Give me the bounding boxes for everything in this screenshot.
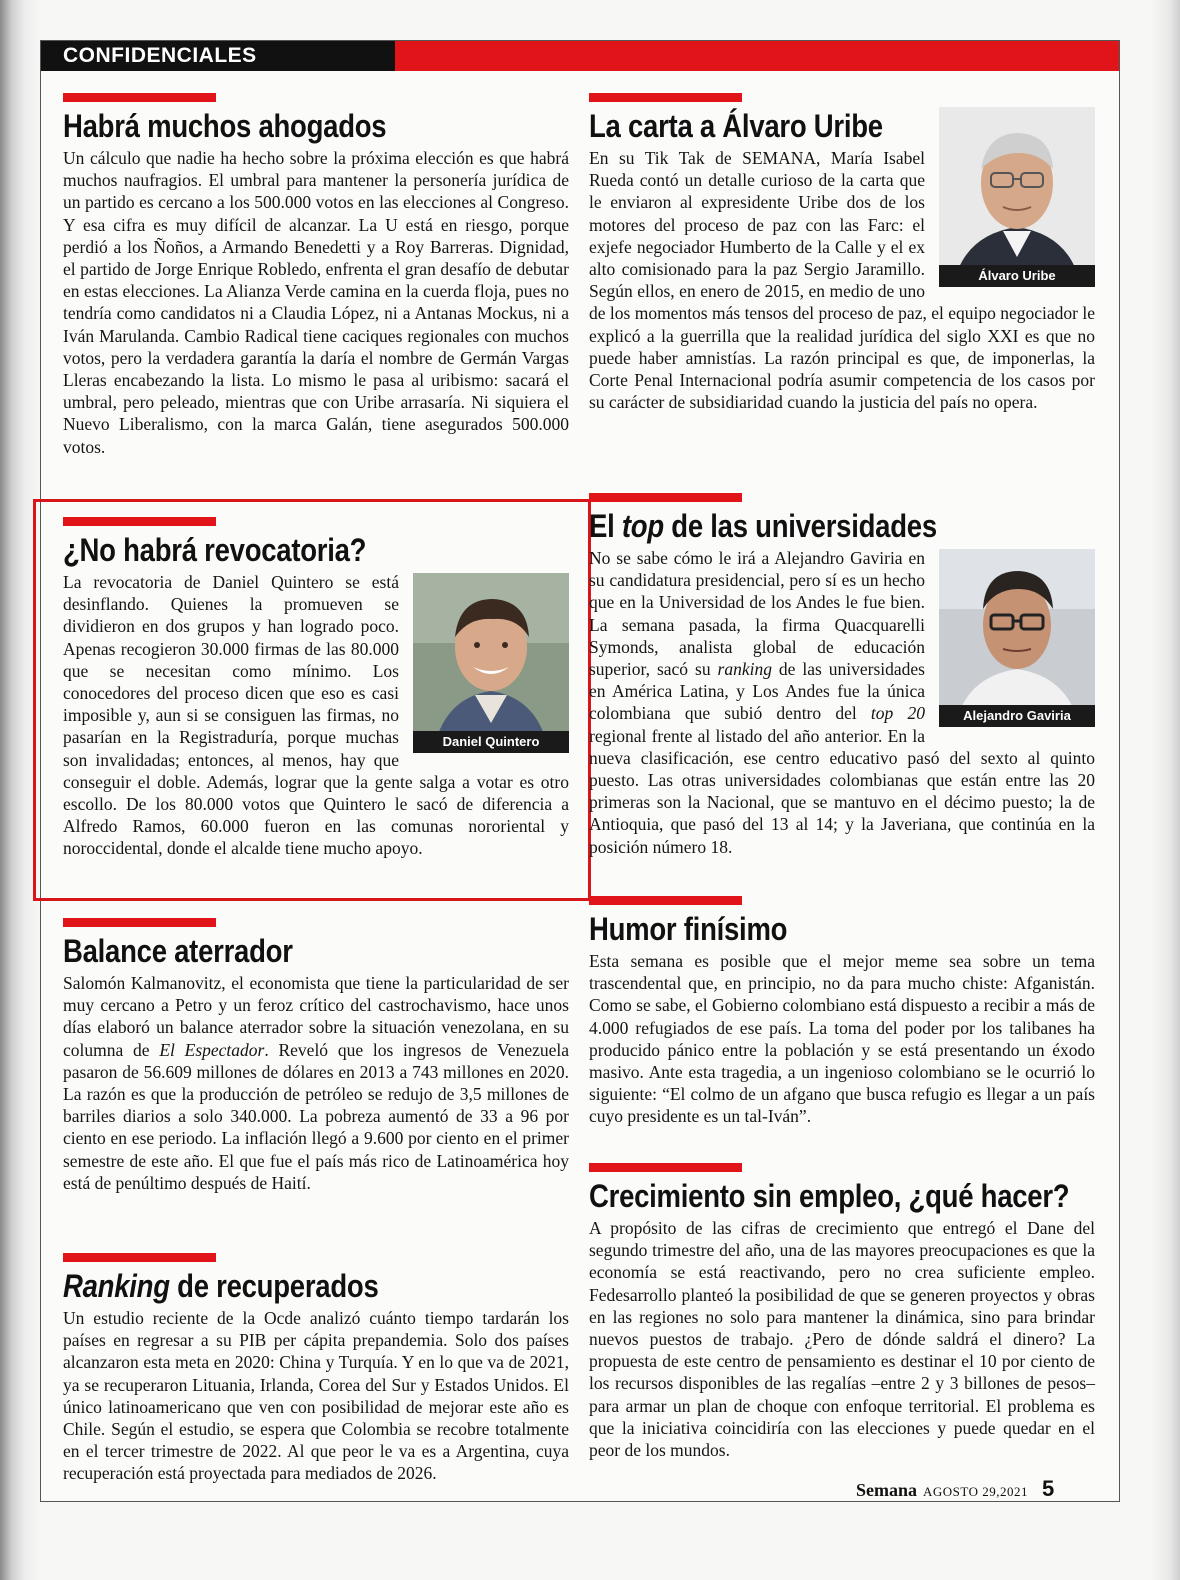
headline-italic: top xyxy=(621,508,664,544)
article-headline: La carta a Álvaro Uribe xyxy=(589,108,883,144)
body-italic: ranking xyxy=(717,659,772,680)
section-label: CONFIDENCIALES xyxy=(63,44,257,67)
section-header-red xyxy=(395,41,1119,71)
article-red-bar xyxy=(63,93,216,102)
article-red-bar xyxy=(589,896,742,905)
issue-date: AGOSTO 29,2021 xyxy=(923,1484,1029,1499)
body-text: No se sabe cómo le irá a Alejandro Gaviria en su candidatura presidencial, pero sí es un hecho que en la Universidad de los Andes le fue bien. La semana pasada, la firma Quacquarelli Symonds, analista global de educación superior, sacó su xyxy=(589,548,925,680)
body-text: regional frente al listado del año anterior. En la nueva clasificación, ese centro educativo pasó del sexto al quinto puesto. Las otras universidades colombianas que están entre las 20 primeras son la Nacional, que se mantuvo en el décimo puesto; la de Antioquia, que pasó del 13 al 14; y la Javeriana, que continúa en la posición número 18. xyxy=(589,725,1095,857)
portrait-image xyxy=(939,549,1095,727)
article-humor xyxy=(589,896,1095,1128)
article-balance xyxy=(63,918,569,1194)
portrait-image xyxy=(939,107,1095,287)
magazine-name: Semana xyxy=(856,1480,918,1500)
photo-caption: Álvaro Uribe xyxy=(939,265,1095,287)
photo-alejandro-gaviria xyxy=(939,549,1095,727)
magazine-page xyxy=(40,40,1120,1502)
article-headline: ¿No habrá revocatoria? xyxy=(63,532,367,568)
article-red-bar xyxy=(589,493,742,502)
article-body: Un estudio reciente de la Ocde analizó cuánto tiempo tardarán los países en regresar a su PIB per cápita prepandemia. Solo dos países alcanzaron esta meta en 2020: China y Turquía. Y en lo que va de 2021, ya se recuperaron Lituania, Irlanda, Corea del Sur y Estados Unidos. El único latinoamericano que ven con posibilidad de mejorar este año es Chile. Según el estudio, se espera que Colombia se recobre totalmente en el tercer trimestre de 2022. Al que peor le va es a Argentina, cuya recuperación está proyectada para mediados de 2026. xyxy=(63,1308,569,1484)
body-text: . Reveló que los ingresos de Venezuela pasaron de 56.609 millones de dólares en 2013 a 743 millones en 2020. La razón es que la producción de petróleo se redujo de 3,5 millones de barriles diarios a solo 340.000. La pobreza aumentó de 33 a 96 por ciento en ese periodo. La inflación llegó a 9.600 por ciento en el primer semestre de este año. El que fue el país más rico de Latinoamérica hoy está de penúltimo después de Haití. xyxy=(63,1039,569,1193)
article-headline: Habrá muchos ahogados xyxy=(63,108,387,144)
body-text: de las universidades en América Latina, y Los Andes fue la única colombiana que subió dentro del xyxy=(589,659,925,724)
article-empleo xyxy=(589,1163,1095,1461)
article-red-bar xyxy=(63,1253,216,1262)
photo-alvaro-uribe xyxy=(939,107,1095,287)
body-italic: top 20 xyxy=(870,703,925,724)
headline-text: El xyxy=(589,508,622,544)
article-body: A propósito de las cifras de crecimiento que entregó el Dane del segundo trimestre del año, una de las mayores preocupaciones es que la economía se está reactivando, pero no crea suficiente empleo. Fedesarrollo planteó la posibilidad de que se generen proyectos y obras en las regiones no solo para mantener la dinámica, sino para brindar nuevos puestos de trabajo. ¿Pero de dónde saldrá el dinero? La propuesta de este centro de pensamiento es destinar el 10 por ciento de los recursos disponibles de las regalías –entre 2 y 3 billones de pesos– para armar un plan de choque con enfoque territorial. El problema es que la iniciativa coincidiría con las elecciones y puede quedar en el peor de los mundos. xyxy=(589,1218,1095,1461)
article-body: La revocatoria de Daniel Quintero se está desinflando. Quienes la promueven se dividieron en dos grupos y han logrado poco. Apenas recogieron 30.000 firmas de las 80.000 que se necesitan como mínimo. Los conocedores del proceso dicen que eso es casi imposible y, aun si se consiguen las firmas, no pasarían en la Registraduría, porque muchas son invalidadas; entonces, al menos, hay que conseguir el doble. Además, lograr que la gente salga a votar es otro escollo. De los 80.000 votos que Quintero le sacó de diferencia a Alfredo Ramos, 60.000 fueron en las comunas nororiental y noroccidental, donde el alcalde tiene mucho apoyo. xyxy=(63,572,569,859)
article-body: Un cálculo que nadie ha hecho sobre la próxima elección es que habrá muchos naufragios. El umbral para mantener la personería jurídica de un partido es cercano a los 500.000 votos en las elecciones al Congreso. Y esa cifra es muy difícil de alcanzar. La U está en riesgo, porque perdió a los Ñoños, a Armando Benedetti y a Roy Barreras. Dignidad, el partido de Jorge Enrique Robledo, enfrenta el gran desafío de debutar en estas elecciones. La Alianza Verde camina en la cuerda floja, pues no tendría como candidatos ni a Claudia López, ni a Antanas Mockus, ni a Iván Marulanda. Cambio Radical tiene caciques regionales con muchos votos, pero la verdadera garantía la daría el nombre de Germán Vargas Lleras encabezando la lista. Lo mismo le pasa al uribismo: sacará el umbral, pero peleado, mientras que con Uribe arrasaría. Ni siquiera el Nuevo Liberalismo, con la marca Galán, tiene asegurados 500.000 votos. xyxy=(63,148,569,457)
article-universidades xyxy=(589,493,1095,858)
article-ahogados xyxy=(63,93,569,458)
article-headline: Humor finísimo xyxy=(589,911,788,947)
article-red-bar xyxy=(589,93,742,102)
article-headline: Balance aterrador xyxy=(63,933,293,969)
page-footer xyxy=(856,1476,1054,1502)
article-headline xyxy=(63,1268,498,1304)
highlight-frame xyxy=(33,499,591,901)
article-body: En su Tik Tak de SEMANA, María Isabel Rueda contó un detalle curioso de la carta que le enviaron al expresidente Uribe dos de los motores del proceso de paz con las Farc: el exjefe negociador Humberto de la Calle y el ex alto comisionado para la paz Sergio Jaramillo. Según ellos, en enero de 2015, en medio de uno de los momentos más tensos del proceso de paz, el equipo negociador le explicó a la guerrilla que la realidad jurídica del siglo XXI es que no puede haber amnistías. La razón principal es que, de imponerlas, la Corte Penal Internacional podría asumir competencia de los casos por su carácter de subsidiaridad cuando la justicia del país no opera. xyxy=(589,148,1095,413)
section-header-bar xyxy=(41,41,1119,71)
article-headline xyxy=(589,508,1024,544)
article-red-bar xyxy=(63,918,216,927)
article-uribe xyxy=(589,93,1095,413)
headline-text: de las universidades xyxy=(663,508,937,544)
headline-text: de recuperados xyxy=(169,1268,379,1304)
page-number: 5 xyxy=(1042,1476,1055,1501)
article-ranking xyxy=(63,1253,569,1485)
headline-italic: Ranking xyxy=(63,1268,170,1304)
article-body: Esta semana es posible que el mejor meme sea sobre un tema trascendental que, en principio, no da para mucho chiste: Afganistán. Como se sabe, el Gobierno colombiano está dispuesto a recibir a más de 4.000 refugiados de ese país. La toma del poder por los talibanes ha producido pánico entre la población y se está presentando un éxodo masivo. Ante esta tragedia, a un ingenioso colombiano se le ocurrió lo siguiente: “El colmo de un afgano que busca refugio es llegar a un país cuyo presidente es un tal-Iván”. xyxy=(589,951,1095,1127)
body-text: Salomón Kalmanovitz, el economista que tiene la particularidad de ser muy cercano a Petro y un feroz crítico del castrochavismo, hace unos días elaboró un balance aterrador sobre la situación venezolana, en su columna de xyxy=(63,973,569,1060)
article-headline: Crecimiento sin empleo, ¿qué hacer? xyxy=(589,1178,1070,1214)
body-italic: El Espectador xyxy=(159,1039,265,1060)
photo-caption: Alejandro Gaviria xyxy=(939,705,1095,727)
photo-caption: Daniel Quintero xyxy=(413,731,569,753)
article-red-bar xyxy=(589,1163,742,1172)
article-body xyxy=(63,972,569,1194)
